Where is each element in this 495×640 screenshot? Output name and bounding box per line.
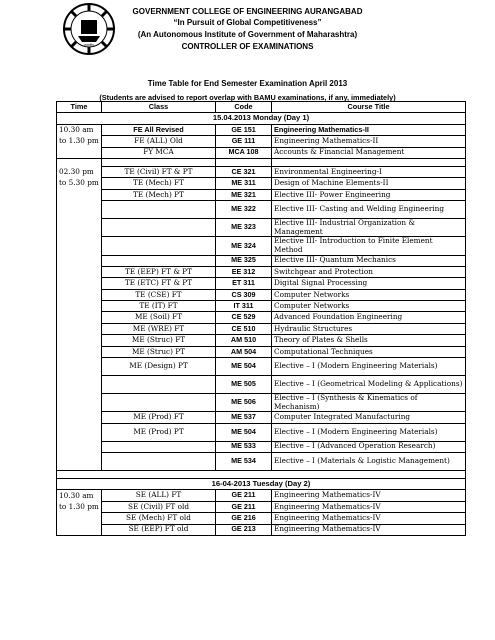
code-cell: ET 311 (216, 278, 272, 289)
class-cell (102, 237, 216, 255)
title-cell: Theory of Plates & Shells (272, 335, 466, 346)
class-cell: SE (Civil) FT old (102, 501, 216, 512)
class-cell: TE (CSE) FT (102, 289, 216, 300)
code-cell: ME 504 (216, 423, 272, 441)
code-cell: ME 324 (216, 237, 272, 255)
table-row (57, 166, 466, 177)
time-cell: to 1.30 pm (57, 501, 102, 512)
code-cell: GE 111 (216, 136, 272, 147)
title-cell: Engineering Mathematics-IV (272, 513, 466, 524)
code-cell: ME 506 (216, 394, 272, 412)
class-cell: ME (Prod) PT (102, 423, 216, 441)
time-cell: to 5.30 pm (57, 178, 102, 189)
controller-heading: CONTROLLER OF EXAMINATIONS (181, 42, 314, 51)
code-cell: CE 529 (216, 312, 272, 323)
table-row (57, 412, 466, 423)
class-cell: TE (Mech) PT (102, 189, 216, 200)
table-row (57, 335, 466, 346)
overlap-note: (Students are advised to report overlap with BAMU examinations, if any, immediately) (99, 93, 396, 102)
title-cell: Computer Networks (272, 301, 466, 312)
code-cell: ME 323 (216, 219, 272, 237)
table-row (57, 501, 466, 512)
table-row (57, 358, 466, 376)
title-cell: Engineering Mathematics-IV (272, 490, 466, 501)
code-cell: CE 510 (216, 323, 272, 334)
code-cell: ME 533 (216, 441, 272, 452)
code-cell: ME 325 (216, 255, 272, 266)
time-cell: 10.30 am (57, 490, 102, 501)
class-cell: FY MCA (102, 147, 216, 158)
title-cell: Accounts & Financial Management (272, 147, 466, 158)
class-cell: TE (Mech) FT (102, 178, 216, 189)
class-cell (102, 201, 216, 219)
spacer-row (57, 470, 466, 478)
table-row (57, 219, 466, 237)
code-cell: MCA 108 (216, 147, 272, 158)
code-cell: CS 309 (216, 289, 272, 300)
title-cell: Digital Signal Processing (272, 278, 466, 289)
table-row (57, 147, 466, 158)
col-header-class: Class (102, 102, 216, 113)
title-cell: Hydraulic Structures (272, 323, 466, 334)
title-cell: Elective – I (Synthesis & Kinematics of Mechanism) (272, 394, 466, 412)
title-cell: Elective III- Power Engineering (272, 189, 466, 200)
title-cell: Elective III- Introduction to Finite Element Method (272, 237, 466, 255)
title-cell: Elective III- Casting and Welding Engineering (272, 201, 466, 219)
title-cell: Elective – I (Materials & Logistic Management) (272, 452, 466, 470)
class-cell (102, 452, 216, 470)
college-status: (An Autonomous Institute of Government of Maharashtra) (137, 30, 358, 39)
class-cell: TE (IT) FT (102, 301, 216, 312)
title-cell: Advanced Foundation Engineering (272, 312, 466, 323)
table-row (57, 312, 466, 323)
table-row (57, 178, 466, 189)
code-cell: GE 213 (216, 524, 272, 535)
table-row (57, 423, 466, 441)
table-row (57, 323, 466, 334)
code-cell: ME 322 (216, 201, 272, 219)
class-cell: SE (EEP) FT old (102, 524, 216, 535)
timetable (56, 101, 466, 536)
code-cell: ME 311 (216, 178, 272, 189)
class-cell: TE (EEP) FT & PT (102, 266, 216, 277)
college-name: GOVERNMENT COLLEGE OF ENGINEERING AURANGABAD (132, 7, 363, 16)
class-cell (102, 219, 216, 237)
table-row (57, 376, 466, 394)
class-cell: TE (Civil) FT & PT (102, 166, 216, 177)
timetable-title: Time Table for End Semester Examination April 2013 (147, 79, 348, 88)
code-cell: EE 312 (216, 266, 272, 277)
code-cell: IT 311 (216, 301, 272, 312)
time-cell: 02.30 pm (57, 166, 102, 177)
title-cell: Elective – I (Geometrical Modeling & Applications) (272, 376, 466, 394)
class-cell: ME (Prod) FT (102, 412, 216, 423)
title-cell: Engineering Mathematics-IV (272, 501, 466, 512)
day-row (57, 113, 466, 124)
class-cell: ME (WRE) FT (102, 323, 216, 334)
svg-text:शासकीय: शासकीय (84, 43, 94, 47)
class-cell: ME (Struc) PT (102, 346, 216, 357)
table-row (57, 278, 466, 289)
time-cell (57, 147, 102, 158)
day-label: 15.04.2013 Monday (Day 1) (57, 113, 466, 124)
class-cell (102, 441, 216, 452)
table-row (57, 346, 466, 357)
title-cell: Design of Machine Elements-II (272, 178, 466, 189)
code-cell: ME 537 (216, 412, 272, 423)
title-cell: Elective – I (Advanced Operation Research) (272, 441, 466, 452)
time-cell: 10.30 am (57, 124, 102, 135)
class-cell: FE All Revised (102, 124, 216, 135)
table-header-row (57, 102, 466, 113)
code-cell: GE 151 (216, 124, 272, 135)
code-cell: ME 321 (216, 189, 272, 200)
title-cell: Elective – I (Modern Engineering Materials) (272, 358, 466, 376)
col-header-code: Code (216, 102, 272, 113)
table-row (57, 441, 466, 452)
class-cell: FE (ALL) Old (102, 136, 216, 147)
table-row (57, 237, 466, 255)
day-row (57, 478, 466, 489)
spacer-row (57, 158, 466, 166)
class-cell (102, 394, 216, 412)
class-cell: ME (Struc) FT (102, 335, 216, 346)
document-header (0, 0, 495, 68)
code-cell: GE 211 (216, 501, 272, 512)
table-row (57, 255, 466, 266)
table-row (57, 524, 466, 535)
table-row (57, 301, 466, 312)
title-cell: Engineering Mathematics-II (272, 136, 466, 147)
table-row (57, 124, 466, 135)
code-cell: GE 216 (216, 513, 272, 524)
college-motto: “In Pursuit of Global Competitiveness” (173, 18, 322, 27)
code-cell: ME 504 (216, 358, 272, 376)
title-cell: Elective III- Industrial Organization & Management (272, 219, 466, 237)
class-cell: ME (Soil) FT (102, 312, 216, 323)
col-header-time: Time (57, 102, 102, 113)
code-cell: CE 321 (216, 166, 272, 177)
table-row (57, 289, 466, 300)
code-cell: ME 505 (216, 376, 272, 394)
day-label: 16-04-2013 Tuesday (Day 2) (57, 478, 466, 489)
class-cell (102, 255, 216, 266)
class-cell: SE (Mech) FT old (102, 513, 216, 524)
class-cell: ME (Design) PT (102, 358, 216, 376)
title-cell: Switchgear and Protection (272, 266, 466, 277)
class-cell: SE (ALL) FT (102, 490, 216, 501)
code-cell: GE 211 (216, 490, 272, 501)
code-cell: ME 534 (216, 452, 272, 470)
table-row (57, 201, 466, 219)
table-row (57, 136, 466, 147)
table-row (57, 394, 466, 412)
class-cell: TE (ETC) FT & PT (102, 278, 216, 289)
table-row (57, 513, 466, 524)
class-cell (102, 376, 216, 394)
title-cell: Computer Integrated Manufacturing (272, 412, 466, 423)
code-cell: AM 504 (216, 346, 272, 357)
title-cell: Engineering Mathematics-II (272, 124, 466, 135)
title-cell: Elective – I (Modern Engineering Materials) (272, 423, 466, 441)
title-cell: Elective III- Quantum Mechanics (272, 255, 466, 266)
time-cell: to 1.30 pm (57, 136, 102, 147)
code-cell: AM 510 (216, 335, 272, 346)
table-row (57, 189, 466, 200)
title-cell: Computational Techniques (272, 346, 466, 357)
title-cell: Environmental Engineering-I (272, 166, 466, 177)
table-row (57, 490, 466, 501)
col-header-title: Course Title (272, 102, 466, 113)
table-row (57, 452, 466, 470)
table-row (57, 266, 466, 277)
title-cell: Engineering Mathematics-IV (272, 524, 466, 535)
title-cell: Computer Networks (272, 289, 466, 300)
